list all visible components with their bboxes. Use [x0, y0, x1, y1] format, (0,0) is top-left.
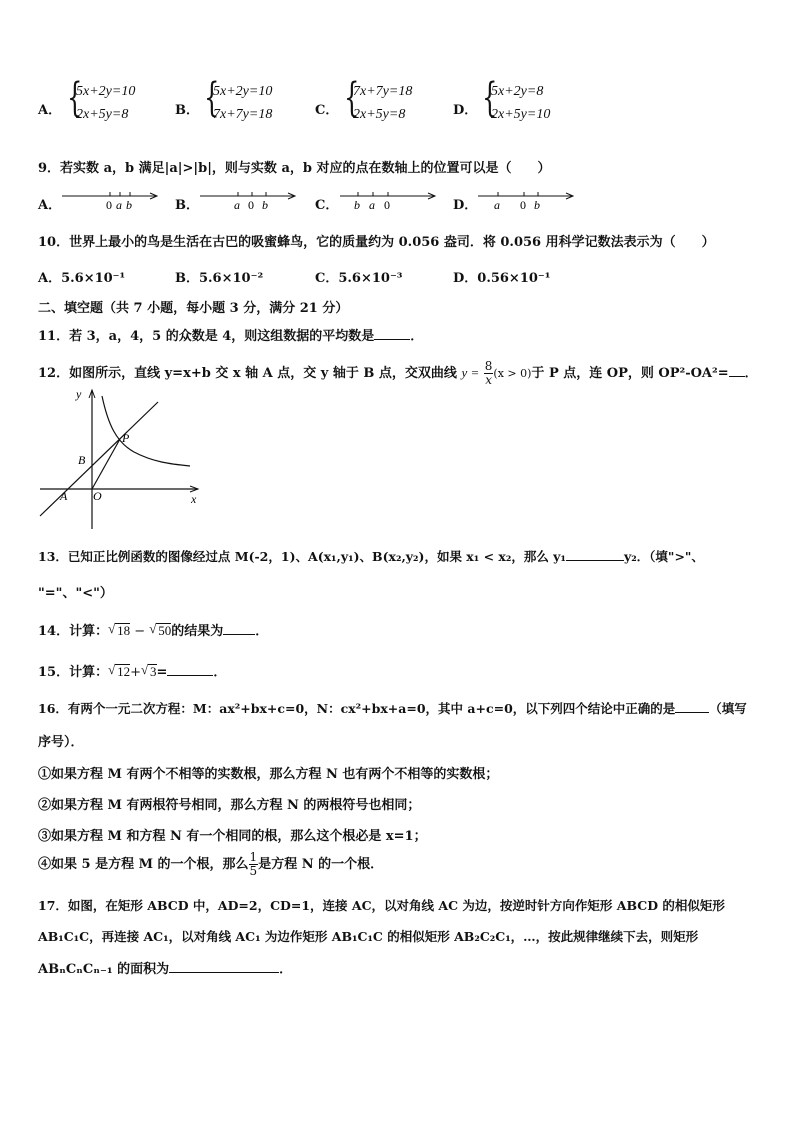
- q8-option-a-label: A．: [38, 103, 62, 118]
- q11-text: 11．若 3，a，4，5 的众数是 4，则这组数据的平均数是: [38, 329, 375, 344]
- q14-question: 14．计算： √ 18 − √ 50的结果为 ．: [38, 621, 269, 639]
- q15-sqrt-1: √ 12: [108, 662, 131, 679]
- q17-end: ．: [279, 962, 293, 977]
- q16-item4-fraction: $\frac{1}{5}$: [249, 850, 258, 878]
- q15-question: 15．计算： √ 12+ √ 3= ．: [38, 662, 227, 680]
- q12-frac-den: x: [485, 373, 492, 387]
- label-a: A: [60, 489, 68, 503]
- svg-text:0: 0: [248, 198, 254, 212]
- q15-answer-blank: [167, 663, 213, 676]
- q12-answer-blank: [729, 364, 745, 377]
- q11-question: [38, 325, 423, 344]
- q15-sqrt-2: √ 3: [141, 662, 157, 679]
- q14-sqrt-2: √ 50: [149, 621, 172, 638]
- q9-option-b-numberline: [198, 188, 298, 212]
- q12-end: ．: [744, 366, 758, 381]
- q8-d-eq2: 2x+5y=10: [491, 107, 551, 122]
- q10-option-d: D．0.56×10⁻¹: [453, 271, 551, 286]
- q16-line2: 序号）．: [38, 735, 84, 750]
- label-o: O: [93, 489, 102, 503]
- q11-answer-blank: [374, 327, 410, 340]
- svg-text:0: 0: [520, 198, 526, 212]
- q15-end: ．: [213, 665, 227, 680]
- q16-item-4: [38, 851, 383, 878]
- q12-pre: 12．如图所示，直线 y=x+b 交 x 轴 A 点，交 y 轴于 B 点，交双曲线: [38, 366, 457, 381]
- q9-option-d-numberline: [476, 188, 576, 212]
- q8-c-eq2: 2x+5y=8: [353, 107, 406, 122]
- q16-line1: [38, 699, 747, 717]
- q14-pre: 14．计算：: [38, 624, 109, 639]
- q13-answer-blank: [566, 548, 624, 561]
- q8-b-eq2: 7x+7y=18: [213, 107, 273, 122]
- q8-option-c-label: C．: [315, 103, 339, 118]
- q9-option-a-numberline: [60, 188, 160, 212]
- q13-line2: "="、"<"）: [38, 586, 113, 601]
- q16-item-1: ①如果方程 M 有两个不相等的实数根，那么方程 N 也有两个不相等的实数根；: [38, 767, 499, 782]
- q8-a-eq2: 2x+5y=8: [76, 107, 129, 122]
- section-2-heading: 二、填空题（共 7 小题，每小题 3 分，满分 21 分）: [38, 301, 349, 316]
- q9-option-a-label: A．: [38, 198, 62, 213]
- svg-text:a: a: [494, 198, 500, 212]
- q9-option-c-numberline: [338, 188, 438, 212]
- q12-figure: [38, 384, 203, 532]
- q16-answer-blank: [675, 700, 709, 713]
- q16-text: 16．有两个一元二次方程：M：ax²+bx+c=0，N：cx²+bx+a=0，其中 a+c=0，以下列四个结论中正确的是: [38, 701, 676, 716]
- label-p: P: [122, 431, 130, 445]
- q16-text-end: （填写: [709, 701, 747, 716]
- label-x: x: [191, 492, 197, 506]
- q16-item-3: ③如果方程 M 和方程 N 有一个相同的根，那么这个根必是 x=1；: [38, 829, 427, 844]
- q8-a-eq1: 5x+2y=10: [76, 84, 136, 99]
- q8-d-eq1: 5x+2y=8: [491, 84, 544, 99]
- q14-answer-blank: [223, 622, 255, 635]
- q15-pre: 15．计算：: [38, 665, 109, 680]
- q8-option-d-system: { 5x+2y=8 2x+5y=10: [482, 75, 551, 122]
- q13-text: 13．已知正比例函数的图像经过点 M(-2，1)、A(x₁,y₁)、B(x₂,y₂)，如果 x₁ < x₂，那么 y₁: [38, 549, 566, 564]
- q12-fraction: [484, 360, 494, 387]
- svg-text:b: b: [262, 198, 268, 212]
- q14-post: 的结果为: [171, 624, 224, 639]
- svg-text:a: a: [369, 198, 375, 212]
- q16-item4-post: 是方程 N 的一个根．: [258, 857, 384, 872]
- svg-text:0: 0: [384, 198, 390, 212]
- q13-line1: [38, 547, 704, 565]
- q10-option-c: C．5.6×10⁻³: [315, 271, 403, 286]
- q14-sqrt-1: √ 18: [108, 621, 131, 638]
- q8-c-eq1: 7x+7y=18: [353, 84, 413, 99]
- q12-condition: (x > 0): [493, 367, 532, 380]
- q8-option-c-system: { 7x+7y=18 2x+5y=8: [344, 75, 413, 122]
- label-b: B: [78, 453, 86, 467]
- q14-end: ．: [255, 624, 269, 639]
- q17-answer-blank: [169, 960, 279, 973]
- q10-question: 10．世界上最小的鸟是生活在古巴的吸蜜蜂鸟，它的质量约为 0.056 盎司．将 0.056 用科学记数法表示为（ ）: [38, 235, 715, 250]
- q17-line2: AB₁C₁C，再连接 AC₁，以对角线 AC₁ 为边作矩形 AB₁C₁C 的相似矩形 AB₂C₂C₁，…，按此规律继续下去，则矩形: [38, 929, 699, 944]
- q12-frac-num: 8: [484, 359, 493, 373]
- q17-text: ABₙCₙCₙ₋₁ 的面积为: [38, 962, 170, 977]
- q9-option-c-label: C．: [315, 198, 339, 213]
- q8-option-a-system: { 5x+2y=10 2x+5y=8: [67, 75, 136, 122]
- q15-post: =: [156, 665, 168, 680]
- svg-text:b: b: [354, 198, 360, 212]
- svg-text:a: a: [116, 198, 122, 212]
- q13-text-end: y₂．（填">"、: [623, 549, 704, 564]
- q8-option-d-label: D．: [453, 103, 478, 118]
- q10-option-a: A．5.6×10⁻¹: [38, 271, 126, 286]
- q16-item-2: ②如果方程 M 有两根符号相同，那么方程 N 的两根符号也相同；: [38, 798, 421, 813]
- q10-option-b: B．5.6×10⁻²: [175, 271, 264, 286]
- q17-line3: [38, 958, 292, 977]
- q8-option-b-label: B．: [175, 103, 199, 118]
- q11-end: ．: [410, 329, 424, 344]
- q16-item4-pre: ④如果 5 是方程 M 的一个根，那么: [38, 857, 249, 872]
- svg-text:b: b: [126, 198, 132, 212]
- q8-option-b-system: { 5x+2y=10 7x+7y=18: [204, 75, 273, 122]
- svg-text:a: a: [234, 198, 240, 212]
- svg-text:b: b: [534, 198, 540, 212]
- q8-b-eq1: 5x+2y=10: [213, 84, 273, 99]
- q9-option-b-label: B．: [175, 198, 199, 213]
- svg-text:0: 0: [106, 198, 112, 212]
- q12-question: 12．如图所示，直线 y=x+b 交 x 轴 A 点，交 y 轴于 B 点，交双曲线 y = $\frac{8}{x}$ (x > 0)于 P 点，连 OP，则 OP²-OA²= ．: [38, 359, 758, 387]
- label-y: y: [76, 387, 82, 401]
- q9-option-d-label: D．: [453, 198, 478, 213]
- q17-line1: 17．如图，在矩形 ABCD 中，AD=2，CD=1，连接 AC，以对角线 AC 为边，按逆时针方向作矩形 ABCD 的相似矩形: [38, 898, 725, 913]
- q12-post: 于 P 点，连 OP，则 OP²-OA²=: [531, 366, 729, 381]
- q9-question: 9．若实数 a，b 满足|a|>|b|，则与实数 a，b 对应的点在数轴上的位置可以是（ ）: [38, 161, 551, 176]
